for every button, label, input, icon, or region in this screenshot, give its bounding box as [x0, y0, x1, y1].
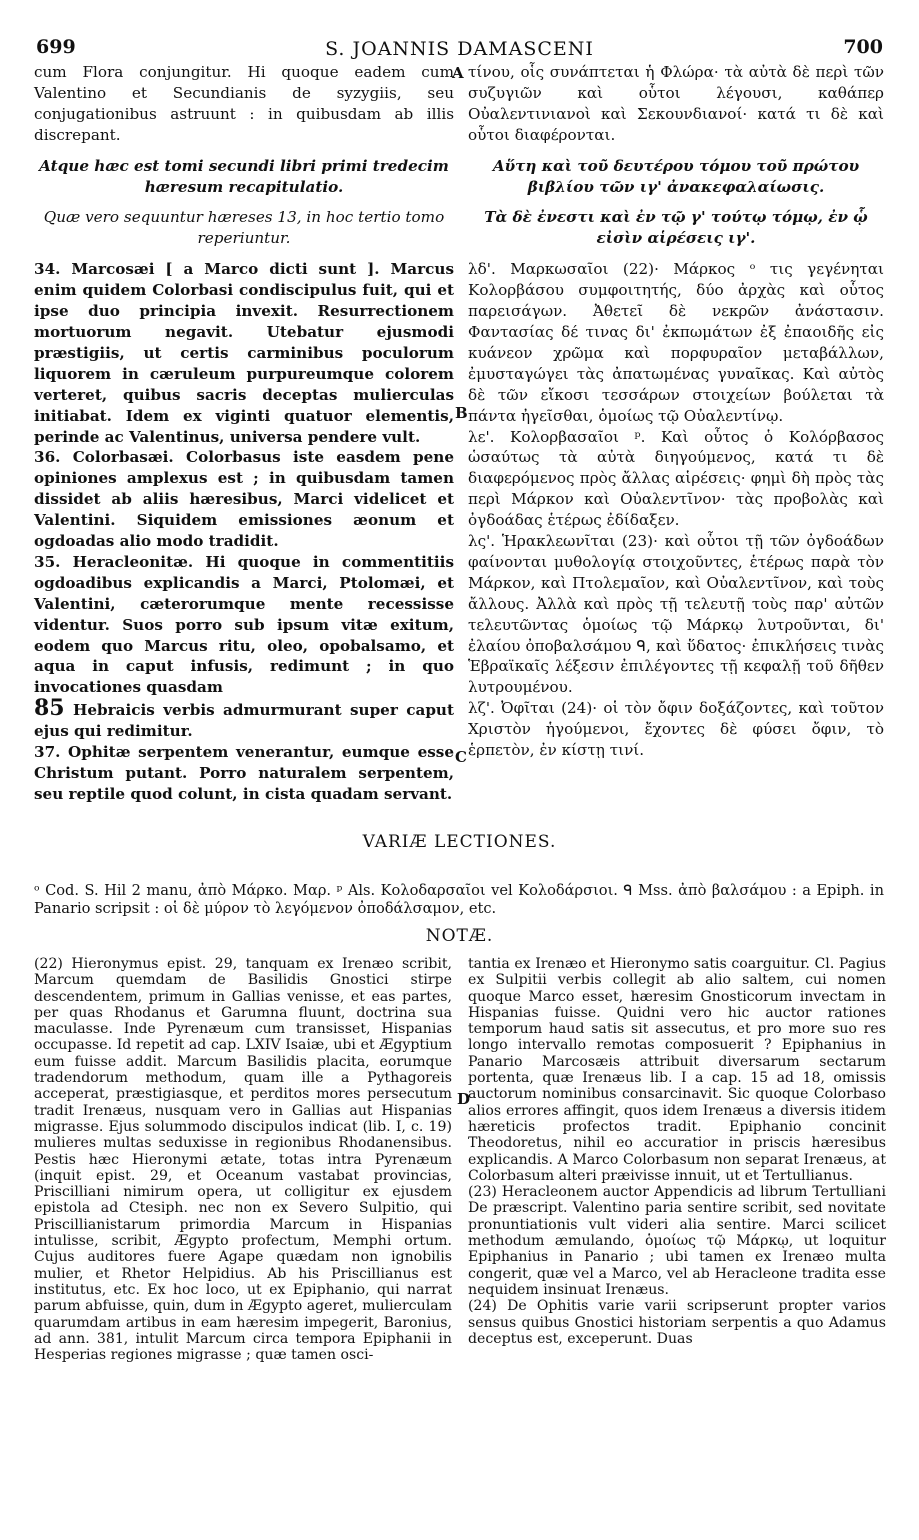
- latin-paragraph-continued: Hebraicis verbis admurmurant super caput ejus qui redimitur.: [34, 701, 454, 741]
- note-22-continued: tantia ex Irenæo et Hieronymo satis coarguitur. Cl. Pagius ex Sulpitii verbis collegit ab alio saltem, cui nomen quoque Marco esset, hæresim Gnosticorum invectam in Hispanias fuisse. Quidni vero hic auctor rationes temporum haud satis sit assecutus, et pro more suo res longo intervallo remotas composuerit ? Epiphanius in Panario Marcosæis attribuit diversarum sectarum portenta, quæ Irenæus lib. I a cap. 15 ad 18, omissis auctorum nominibus consarcinavit. Sic quoque Colorbaso alios errores affingit, quos idem Irenæus a diversis itidem hæreticis profectos tradit. Epiphanio concinit Theodoretus, nihil eo accuratior in priscis hæresibus explicandis. A Marco Colorbasum non separat Irenæus, at Colorbasum alteri præivisse innuit, ut et Tertullianus.: [468, 956, 886, 1184]
- margin-marker-b: B: [455, 404, 468, 422]
- variae-heading: VARIÆ LECTIONES.: [362, 832, 557, 852]
- variae-text: ᵒ Cod. S. Hil 2 manu, ἀπὸ Μάρκο. Μαρ. ᵖ Als. Κολοδαρσαῖοι vel Κολοδάρσιοι. ᑫ Mss. ἀπὸ βαλσάμου : a Epiph. in Panario scripsit : οἱ δὲ μύρον τὸ λεγόμενον ὀποδάλσαμον, etc.: [34, 882, 884, 917]
- greek-column: [468, 62, 884, 761]
- notes-right-column: [468, 956, 886, 1347]
- page-number-right: 700: [843, 36, 883, 58]
- marginal-number: 85: [34, 695, 65, 722]
- latin-paragraph-heracleonitae: 35. Heracleonitæ. Hi quoque in commentitiis ogdoadibus explicandis a Marci, Ptolomæi, et Valentini, cæterorumque mente recessisse videntur. Suos porro sub ipsum vitæ exitum, eodem quo Marcus ritu, oleo, opobalsamo, et aqua in caput infusis, redimunt ; in quo invocationes quasdam: [34, 552, 454, 697]
- greek-section-heading: Τὰ δὲ ἐνεστι καὶ ἐν τῷ γ' τούτῳ τόμῳ, ἐν ᾧ εἰσὶν αἱρέσεις ιγ'.: [484, 208, 868, 248]
- latin-section-heading: Quæ vero sequuntur hæreses 13, in hoc tertio tomo reperiuntur.: [43, 208, 445, 248]
- notes-left-column: [34, 956, 452, 1363]
- latin-column: [34, 62, 454, 805]
- latin-recapitulation-heading: Atque hæc est tomi secundi libri primi tredecim hæresum recapitulatio.: [39, 156, 449, 196]
- latin-paragraph-marcosaei: 34. Marcosæi [ a Marco dicti sunt ]. Marcus enim quidem Colorbasi condiscipulus fuit, qui et ipse duo principia invexit. Resurrectionem mortuorum negavit. Utebatur ejusmodi præstigiis, ut certis carminibus poculorum liquorem in cæruleum purpureumque colorem verteret, quibus sacris deceptas mulierculas initiabat. Idem ex viginti quatuor elementis, perinde ac Valentinus, universa pendere vult.: [34, 260, 454, 446]
- note-24: (24) De Ophitis varie varii scripserunt propter varios sensus quibus Gnostici historiam serpentis a quo Adamus deceptus est, exceperunt. Duas: [468, 1298, 886, 1347]
- greek-paragraph: τίνου, οἷς συνάπτεται ἡ Φλώρα· τὰ αὐτὰ δὲ περὶ τῶν συζυγιῶν καὶ οὗτοι λέγουσι, καθάπερ Οὐαλεντινιανοὶ καὶ Σεκουνδιανοί· κατά τι δὲ καὶ οὗτοι διαφέρονται.: [468, 63, 884, 144]
- margin-marker-a: A: [452, 64, 464, 82]
- margin-marker-c: C: [455, 748, 467, 766]
- note-23: (23) Heracleonem auctor Appendicis ad librum Tertulliani De præscript. Valentino paria sentire scribit, sed novitate pronuntiationis vult videri alia sentire. Marci scilicet methodum æmulando, ὁμοίως τῷ Μάρκῳ, ut loquitur Epiphanius in Panario ; ubi tamen ex Irenæo multa congerit, quæ vel a Marco, vel ab Heracleone tradita esse nequidem insinuat Irenæus.: [468, 1184, 886, 1298]
- greek-paragraph-colorbasaei: λε'. Κολορβασαῖοι ᵖ. Καὶ οὗτος ὁ Κολόρβασος ὡσαύτως τὰ αὐτὰ διηγούμενος, κατά τι δὲ διαφερόμενος πρὸς ἄλλας αἱρέσεις· φημὶ δὴ πρὸς τὰς περὶ Μάρκον καὶ Οὐαλεντῖνον· τὰς προβολὰς καὶ ὀγδοάδας ἑτέρως ἐδίδαξεν.: [468, 427, 884, 530]
- margin-marker-d: D: [457, 1090, 471, 1108]
- latin-paragraph-ophitae: 37. Ophitæ serpentem venerantur, eumque esse Christum putant. Porro naturalem serpentem, seu reptile quod colunt, in cista quadam servant.: [34, 743, 454, 803]
- greek-paragraph-marcosaei: λδ'. Μαρκωσαῖοι (22)· Μάρκος ᵒ τις γεγένηται Κολορβάσου συμφοιτητής, δύο ἀρχὰς καὶ οὗτος παρεισάγων. Ἀθετεῖ δὲ νεκρῶν ἀνάστασιν. Φαντασίας δέ τινας δι' ἐκπωμάτων ἐξ ἐπαοιδῆς εἰς κυάνεον χρῶμα καὶ πορφυραῖον μεταβάλλων, ἐμυσταγώγει τὰς ἀπατωμένας γυναῖκας. Καὶ αὐτὸς δὲ τῶν εἴκοσι τεσσάρων στοιχείων βούλεται τὰ πάντα ἠγεῖσθαι, ὁμοίως τῷ Οὐαλεντίνῳ.: [468, 260, 884, 425]
- running-header: [36, 34, 883, 64]
- note-22: (22) Hieronymus epist. 29, tanquam ex Irenæo scribit, Marcum quemdam de Basilidis Gnostici stirpe descendentem, primum in Gallias venisse, et eas partes, per quas Rhodanus et Garumna fluunt, doctrina sua maculasse. Inde Pyrenæum cum transisset, Hispanias occupasse. Id repetit ad cap. LXIV Isaiæ, ubi et Ægyptium eum fuisse addit. Marcum Basilidis placita, eorumque tradendorum methodum, quam ille a Pythagoreis acceperat, præstigiasque, et perditos mores persecutum tradit Irenæus, nusquam vero in Gallias aut Hispanias migrasse. Ejus solummodo discipulos indicat (lib. I, c. 19) mulieres multas seduxisse in regionibus Rhodanensibus. Pestis hæc Hieronymi ætate, totas intra Pyrenæum (inquit epist. 29, et Oceanum vastabat provincias, Priscilliani nimirum opera, ut colligitur ex ejusdem epistola ad Ctesiph. nec non ex Severo Sulpitio, qui Priscillianistarum primordia Marcum in Hispanias intulisse, scribit, Ægypto profectum, Memphi ortum. Cujus auditores fuere Agape quædam non ignobilis mulier, et Rhetor Helpidius. Ab his Priscillianus est institutus, etc. Ex hoc loco, ut ex Epiphanio, qui narrat parum abfuisse, quin, dum in Ægypto ageret, mulierculam quarumdam artibus in eam hæresim impegerit, Baronius, ad ann. 381, intulit Marcum circa tempora Epiphanii in Hesperias regiones migrasse ; quæ tamen osci-: [34, 956, 452, 1364]
- notae-heading: NOTÆ.: [425, 926, 494, 946]
- latin-paragraph: cum Flora conjungitur. Hi quoque eadem cum Valentino et Secundianis de syzygiis, seu conjugationibus astruunt : in quibusdam ab illis discrepant.: [34, 63, 454, 144]
- greek-paragraph-ophitae: λζ'. Ὀφῖται (24)· οἱ τὸν ὄφιν δοξάζοντες, καὶ τοῦτον Χριστὸν ἡγούμενοι, ἔχοντες δὲ φύσει ὄφιν, τὸ ἑρπετὸν, ἐν κίστῃ τινί.: [468, 699, 884, 760]
- greek-recapitulation-heading: Αὕτη καὶ τοῦ δευτέρου τόμου τοῦ πρώτου βιβλίου τῶν ιγ' ἀνακεφαλαίωσις.: [492, 156, 860, 196]
- greek-paragraph-heracleonitae: λς'. Ἡρακλεωνῖται (23)· καὶ οὗτοι τῇ τῶν ὀγδοάδων φαίνονται μυθολογίᾳ στοιχοῦντες, ἑτέρως παρὰ τὸν Μάρκον, καὶ Πτολεμαῖον, καὶ Οὐαλεντῖνον, καὶ τοὺς ἄλλους. Ἀλλὰ καὶ πρὸς τῇ τελευτῇ τοὺς παρ' αὐτῶν τελευτῶντας ὁμοίως τῷ Μάρκῳ λυτροῦνται, δι' ἐλαίου ὀποβαλσάμου ᑫ, καὶ ὕδατος· ἐπικλήσεις τινὰς Ἑβραϊκαῖς λέξεσιν ἐπιλέγοντες τῇ κεφαλῇ τοῦ δῆθεν λυτρουμένου.: [468, 532, 884, 697]
- page-title: S. JOANNIS DAMASCENI: [325, 38, 594, 60]
- page-number-left: 699: [36, 36, 76, 58]
- latin-paragraph-colorbasaei: 36. Colorbasæi. Colorbasus iste easdem pene opiniones amplexus est ; in quibusdam tamen dissidet ab aliis hæresibus, Marci videlicet et Valentini. Siquidem emissiones æonum et ogdoadas alio modo tradidit.: [34, 448, 454, 551]
